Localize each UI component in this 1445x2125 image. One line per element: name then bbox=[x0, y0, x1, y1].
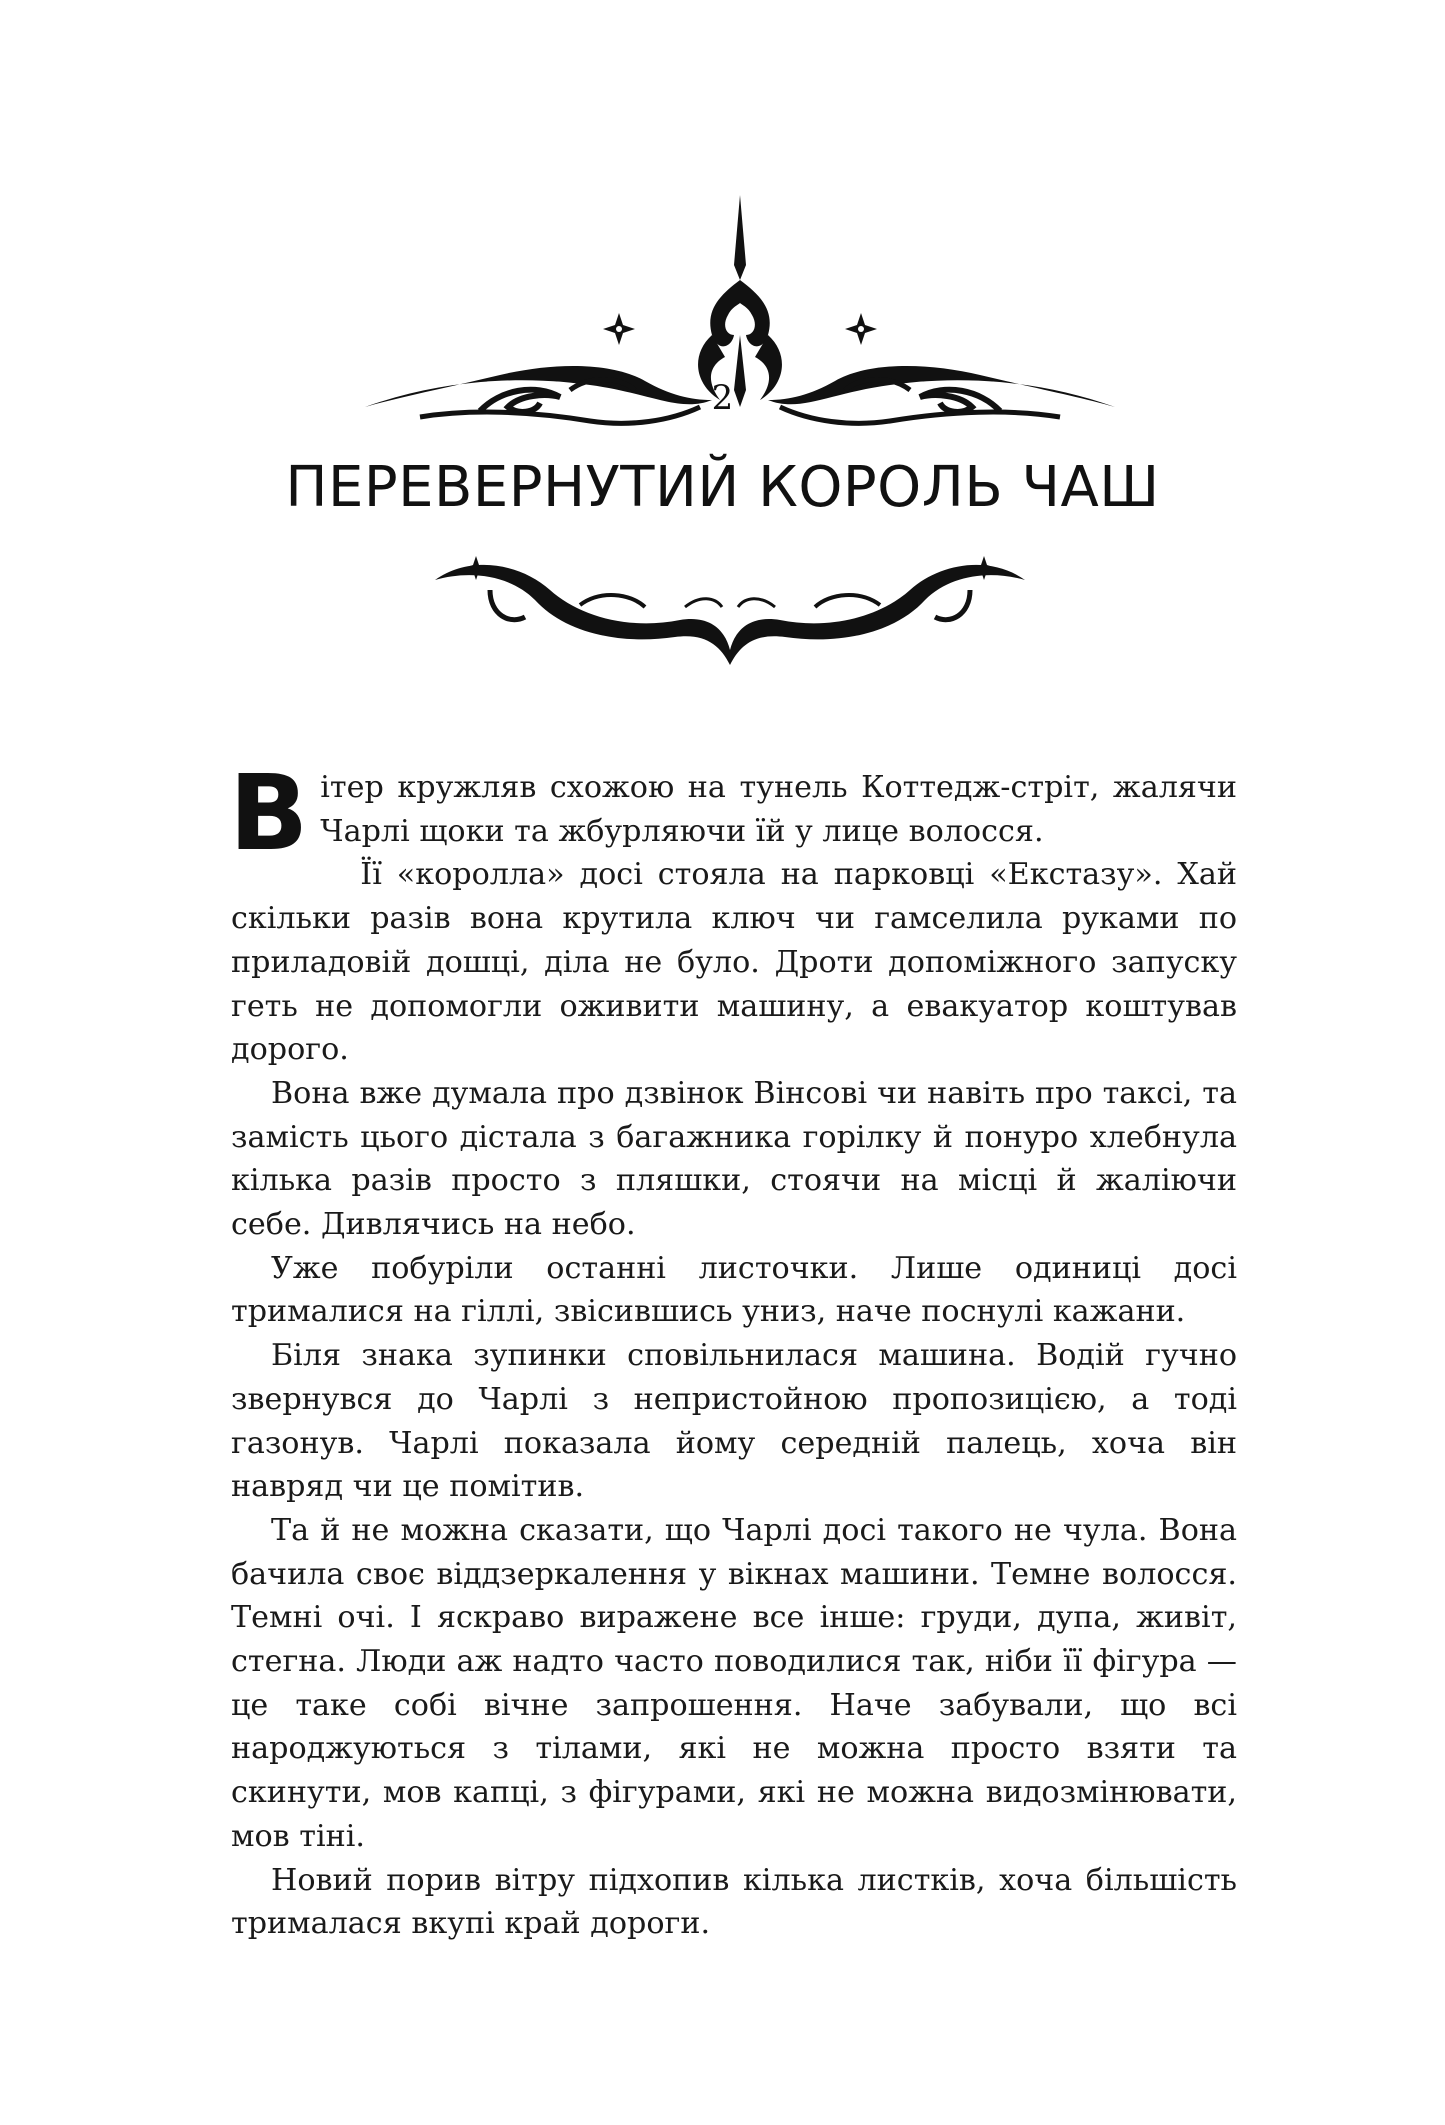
drop-cap: В bbox=[229, 752, 309, 874]
paragraph: Та й не можна сказати, що Чарлі досі такого не чула. Вона бачила своє віддзеркалення у вікнах машини. Темне волосся. Темні очі. І яскраво виражене все інше: груди, дупа, живіт, стегна. Люди аж надто часто поводилися так, ніби її фігура — це таке собі вічне запрошення. Наче забували, що всі народжуються з тілами, які не можна просто взяти та скинути, мов капці, з фігурами, які не можна видозмінювати, мов тіні. bbox=[231, 1512, 1237, 1854]
chapter-number: 2 bbox=[711, 378, 734, 418]
paragraph: Новий порив вітру підхопив кілька листків, хоча більшість трималася вкупі край дороги. bbox=[231, 1862, 1237, 1942]
paragraph-text: ітер кружляв схожою на тунель Коттедж-стріт, жалячи Чарлі щоки та жбурляючи їй у лице волосся. bbox=[320, 770, 1237, 849]
paragraph: Уже побуріли останні листочки. Лише одиниці досі трималися на гіллі, звісившись униз, наче поснулі кажани. bbox=[231, 1250, 1237, 1330]
chapter-body bbox=[229, 752, 1237, 1946]
chapter-title: ПЕРЕВЕРНУТИЙ КОРОЛЬ ЧАШ bbox=[285, 455, 1160, 520]
paragraph: Її «королла» досі стояла на парковці «Екстазу». Хай скільки разів вона крутила ключ чи гамселила руками по приладовій дошці, діла не було. Дроти допоміжного запуску геть не допомогли оживити машину, а евакуатор коштував дорого. bbox=[231, 857, 1237, 1068]
paragraph bbox=[229, 752, 1237, 874]
bottom-ornament-icon bbox=[430, 545, 1030, 670]
paragraph: Вона вже думала про дзвінок Вінсові чи навіть про таксі, та замість цього дістала з багажника горілку й понуро хлебнула кілька разів просто з пляшки, стоячи на місці й жаліючи себе. Дивлячись на небо. bbox=[231, 1075, 1237, 1243]
paragraph: Біля знака зупинки сповільнилася машина. Водій гучно звернувся до Чарлі з непристойною пропозицією, а тоді газонув. Чарлі показала йому середній палець, хоча він навряд чи це помітив. bbox=[231, 1338, 1237, 1505]
